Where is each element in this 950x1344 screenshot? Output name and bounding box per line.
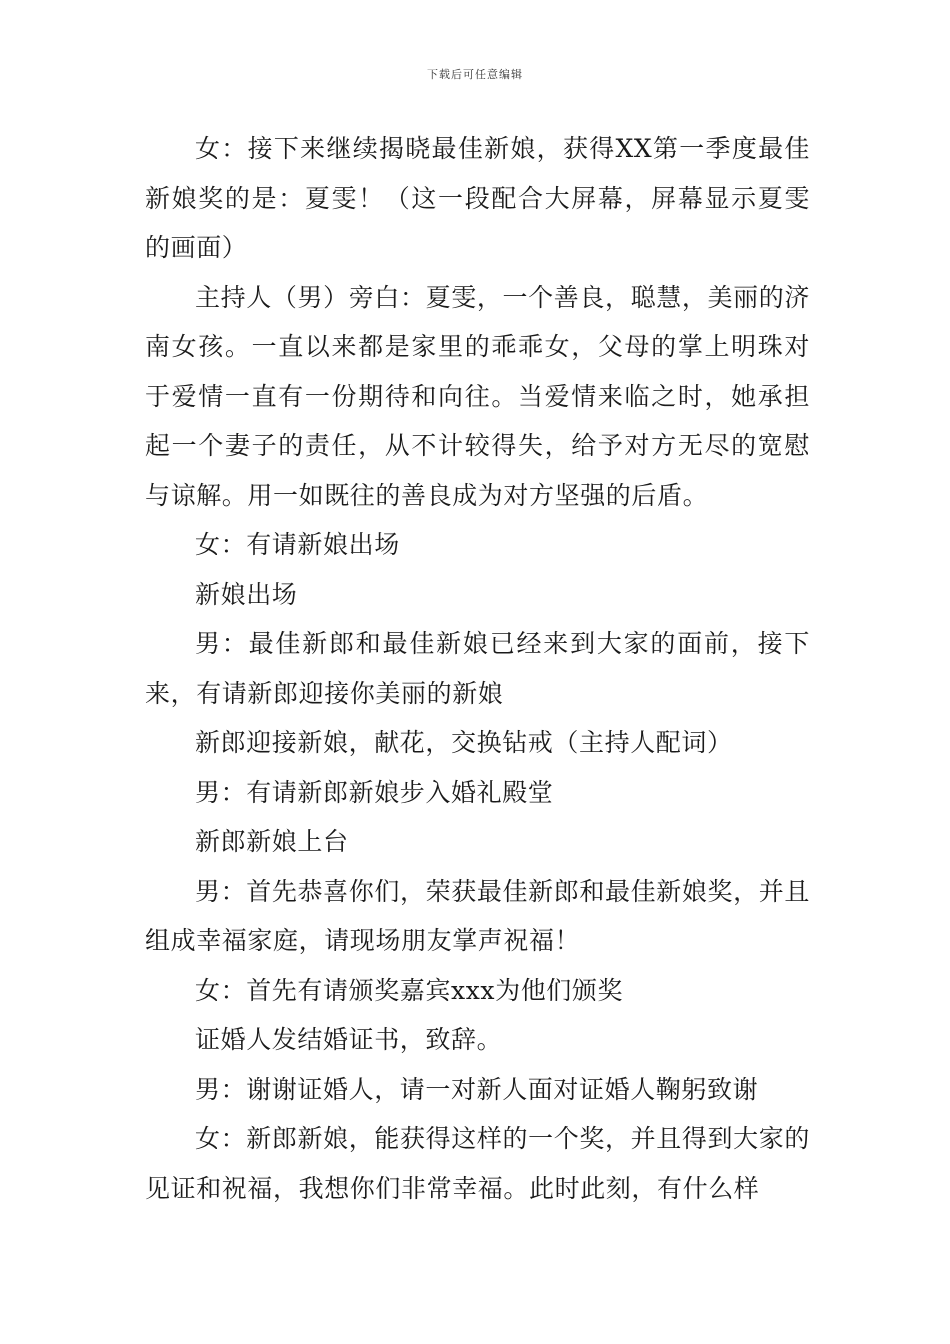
header-note: 下载后可任意编辑 [427,68,523,81]
document-body [145,124,810,1213]
paragraph: 新娘出场 [195,579,298,609]
paragraph: 女：接下来继续揭晓最佳新娘，获得XX第一季度最佳新娘奖的是：夏雯！（这一段配合大屏幕，屏幕显示夏雯的画面） [145,134,810,262]
paragraph: 女：首先有请颁奖嘉宾xxx为他们颁奖 [195,975,624,1005]
paragraph: 男：谢谢证婚人，请一对新人面对证婚人鞠躬致谢 [195,1074,759,1104]
paragraph: 女：新郎新娘，能获得这样的一个奖，并且得到大家的见证和祝福，我想你们非常幸福。此时此刻，有什么样 [145,1124,810,1203]
paragraph: 证婚人发结婚证书，致辞。 [195,1025,503,1054]
paragraph: 新郎迎接新娘，献花，交换钻戒（主持人配词） [195,728,733,757]
paragraph: 女：有请新娘出场 [195,530,400,559]
paragraph: 男：首先恭喜你们，荣获最佳新郎和最佳新娘奖，并且组成幸福家庭，请现场朋友掌声祝福！ [145,876,810,955]
paragraph: 主持人（男）旁白：夏雯，一个善良，聪慧，美丽的济南女孩。一直以来都是家里的乖乖女，父母的掌上明珠对于爱情一直有一份期待和向往。当爱情来临之时，她承担起一个妻子的责任，从不计较得失，给予对方无尽的宽慰与谅解。用一如既往的善良成为对方坚强的后盾。 [145,282,810,510]
paragraph: 男：最佳新郎和最佳新娘已经来到大家的面前，接下来，有请新郎迎接你美丽的新娘 [145,629,810,708]
paragraph: 男：有请新郎新娘步入婚礼殿堂 [195,777,554,807]
paragraph: 新郎新娘上台 [195,827,349,856]
